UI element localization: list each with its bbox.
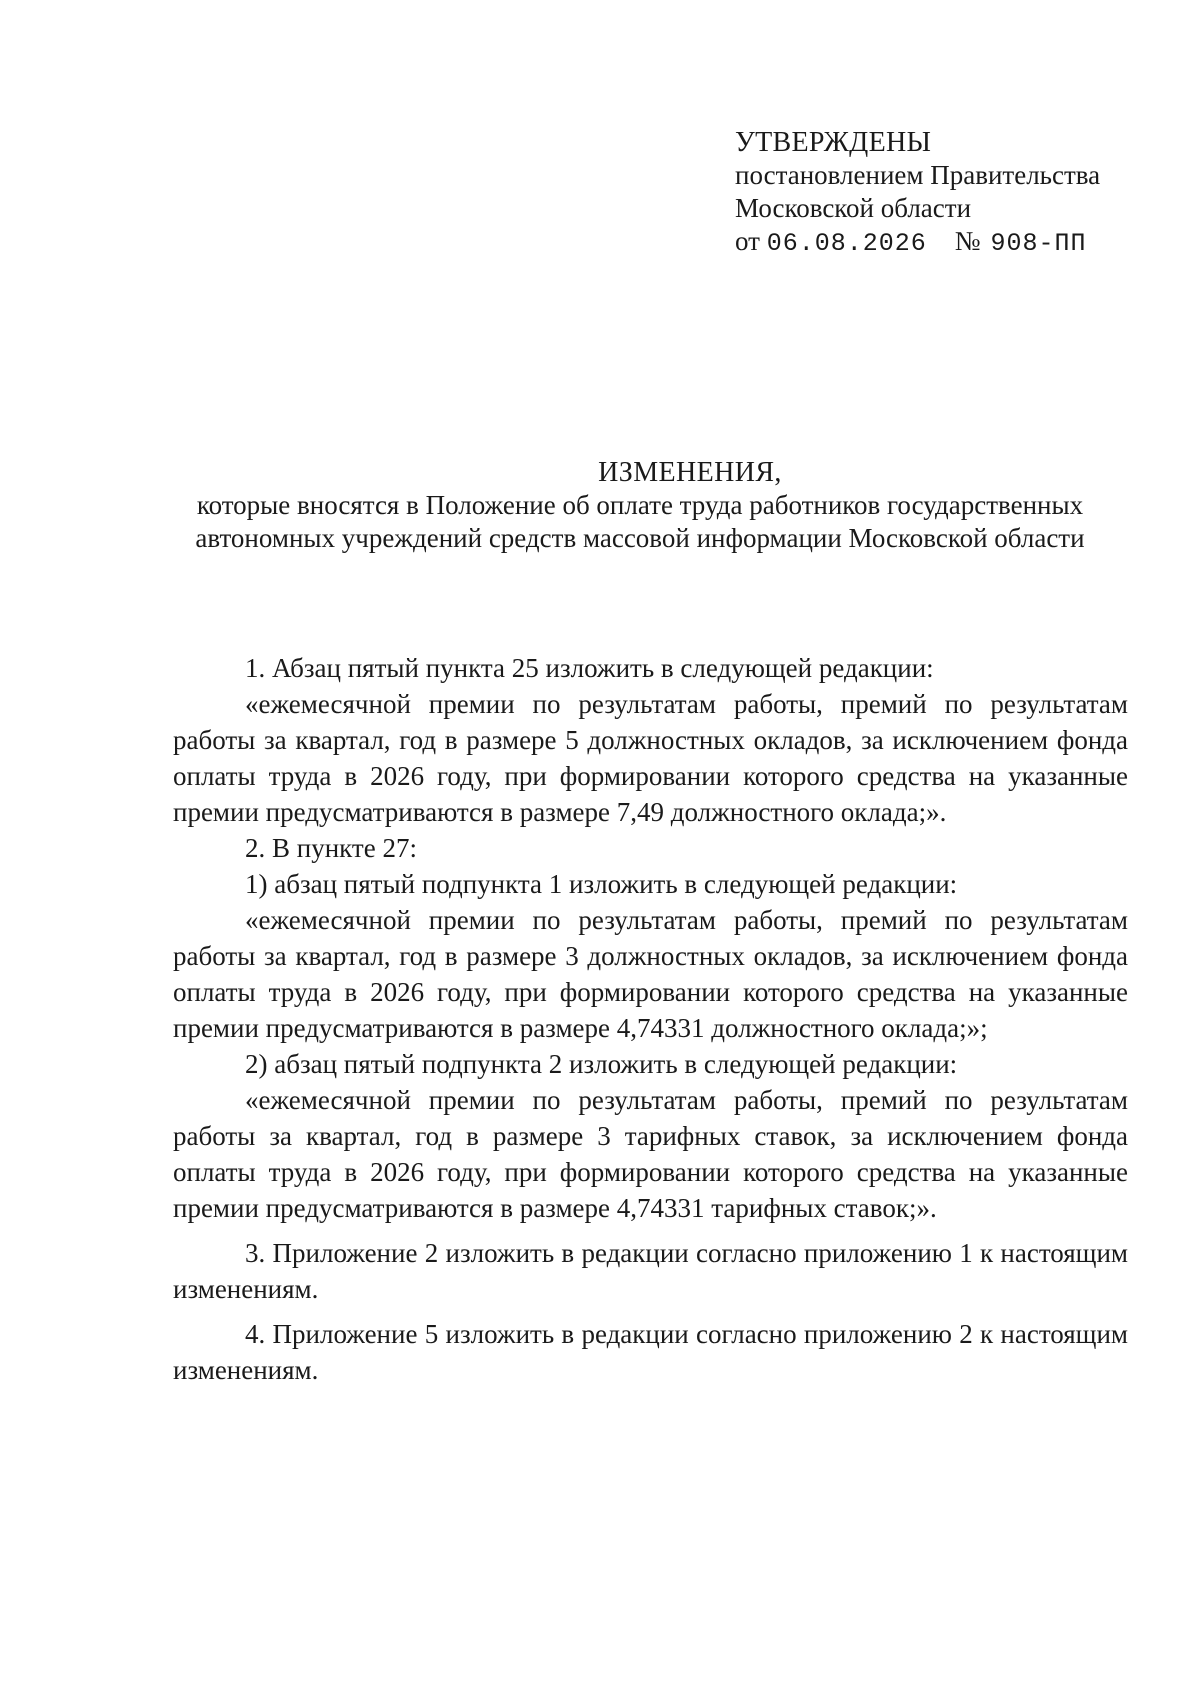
paragraph-2-sub-1: 1) абзац пятый подпункта 1 изложить в следующей редакции: xyxy=(245,869,958,899)
document-heading xyxy=(160,456,1120,555)
approval-date: 06.08.2026 xyxy=(766,229,927,258)
paragraph-2: 2. В пункте 27: xyxy=(245,833,417,863)
approval-line-1: постановлением Правительства xyxy=(735,160,1101,190)
approval-line-2: Московской области xyxy=(735,193,972,223)
approval-number: 908-ПП xyxy=(990,229,1087,258)
paragraph-quote-2: «ежемесячной премии по результатам работы, премий по результатам работы за квартал, год в размере 3 должностных окладов, за исключением фонда оплаты труда в 2026 году, при формировании которого средства на указанные премии предусматриваются в размере 4,74331 должностного оклада;»; xyxy=(173,905,1128,1043)
paragraph-quote-3: «ежемесячной премии по результатам работы, премий по результатам работы за квартал, год в размере 3 тарифных ставок, за исключением фонда оплаты труда в 2026 году, при формировании которого средства на указанные премии предусматриваются в размере 4,74331 тарифных ставок;». xyxy=(173,1085,1128,1223)
number-sign: № xyxy=(954,226,981,256)
paragraph-1: 1. Абзац пятый пункта 25 изложить в следующей редакции: xyxy=(245,653,934,683)
approval-block xyxy=(735,126,1155,260)
date-prefix: от xyxy=(735,226,760,256)
paragraph-2-sub-2: 2) абзац пятый подпункта 2 изложить в следующей редакции: xyxy=(245,1049,958,1079)
document-body xyxy=(173,650,1128,1388)
approval-date-line xyxy=(735,225,1155,260)
paragraph-4: 4. Приложение 5 изложить в редакции согласно приложению 2 к настоящим изменениям. xyxy=(173,1319,1128,1385)
paragraph-quote-1: «ежемесячной премии по результатам работы, премий по результатам работы за квартал, год в размере 5 должностных окладов, за исключением фонда оплаты труда в 2026 году, при формировании которого средства на указанные премии предусматриваются в размере 7,49 должностного оклада;». xyxy=(173,689,1128,827)
paragraph-3: 3. Приложение 2 изложить в редакции согласно приложению 1 к настоящим изменениям. xyxy=(173,1238,1128,1304)
heading-subtitle-line-2: автономных учреждений средств массовой информации Московской области xyxy=(195,523,1085,553)
approval-title: УТВЕРЖДЕНЫ xyxy=(735,127,932,158)
heading-title: ИЗМЕНЕНИЯ, xyxy=(598,457,782,488)
heading-subtitle-line-1: которые вносятся в Положение об оплате труда работников государственных xyxy=(196,490,1084,520)
